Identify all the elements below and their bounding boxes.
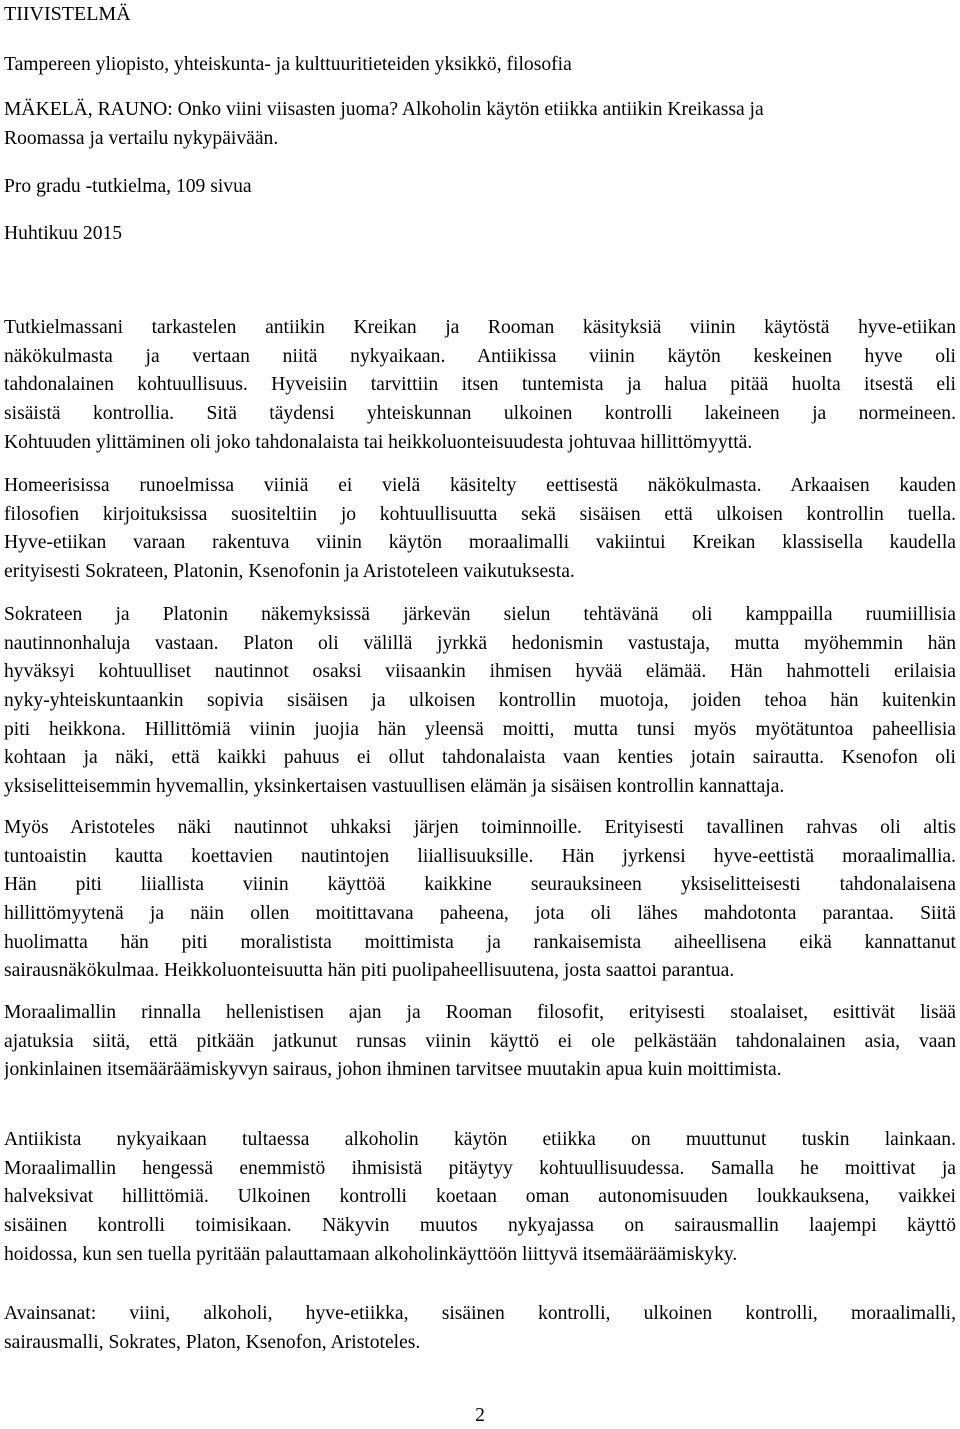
paragraph-line: yksiselitteisemmin hyvemallin, yksinkertaisen vastuullisen elämän ja sisäisen kontrollin kannattaja. xyxy=(4,776,785,798)
paragraph-line: sisäinen kontrolli toimisikaan. Näkyvin muutos nykyajassa on sairausmallin laajempi käyttö xyxy=(4,1215,956,1237)
paragraph-line: nyky-yhteiskuntaankin sopivia sisäisen ja ulkoisen kontrollin muotoja, joiden tehoa hän kuitenkin xyxy=(4,690,956,712)
paragraph-line: Myös Aristoteles näki nautinnot uhkaksi järjen toiminnoille. Erityisesti tavallinen rahvas oli altis xyxy=(4,817,956,838)
abstract-heading: TIIVISTELMÄ xyxy=(4,3,131,25)
paragraph-line: jonkinlainen itsemääräämiskyvyn sairaus, johon ihminen tarvitsee muutakin apua kuin moittimista. xyxy=(4,1059,782,1081)
university-line: Tampereen yliopisto, yhteiskunta- ja kulttuuritieteiden yksikkö, filosofia xyxy=(4,54,572,75)
keywords-paragraph xyxy=(4,1300,956,1357)
paragraph-6 xyxy=(4,1126,956,1269)
thesis-title-line-1: MÄKELÄ, RAUNO: Onko viini viisasten juoma? Alkoholin käytön etiikka antiikin Kreikassa ja xyxy=(4,99,764,120)
thesis-type-line: Pro gradu -tutkielma, 109 sivua xyxy=(4,176,252,197)
paragraph-line: hoidossa, kun sen tuella pyritään palauttamaan alkoholinkäyttöön liittyvä itsemääräämiskyky. xyxy=(4,1243,738,1265)
paragraph-line: Avainsanat: viini, alkoholi, hyve-etiikka, sisäinen kontrolli, ulkoinen kontrolli, moraalimalli, xyxy=(4,1303,956,1324)
paragraph-line: Sokrateen ja Platonin näkemyksissä järkevän sielun tehtävänä oli kamppailla ruumiillisia xyxy=(4,604,956,625)
paragraph-3 xyxy=(4,601,956,802)
paragraph-line: hyväksyi kohtuulliset nautinnot osaksi viisaankin ihmisen hyvää elämää. Hän hahmotteli erilaisia xyxy=(4,661,956,683)
paragraph-1 xyxy=(4,314,956,457)
paragraph-line: filosofien kirjoituksissa suositeltiin jo kohtuullisuutta sekä sisäisen että ulkoisen kontrollin tuella. xyxy=(4,503,956,525)
paragraph-line: Hän piti liiallista viinin käyttöä kaikkine seurauksineen yksiselitteisesti tahdonalaisena xyxy=(4,874,956,896)
paragraph-line: sairausmalli, Sokrates, Platon, Ksenofon, Aristoteles. xyxy=(4,1331,421,1353)
paragraph-line: Hyve-etiikan varaan rakentuva viinin käytön moraalimalli vakiintui Kreikan klassisella kaudella xyxy=(4,532,956,554)
paragraph-line: sisäistä kontrollia. Sitä täydensi yhteiskunnan ulkoinen kontrolli lakeineen ja normeineen. xyxy=(4,403,956,425)
paragraph-5 xyxy=(4,999,956,1085)
paragraph-4 xyxy=(4,814,956,986)
paragraph-line: tahdonalainen kohtuullisuus. Hyveisiin tarvittiin itsen tuntemista ja halua pitää huolta itsestä eli xyxy=(4,374,956,396)
paragraph-line: sairausnäkökulmaa. Heikkoluonteisuutta hän piti puolipaheellisuutena, josta saattoi parantua. xyxy=(4,960,735,982)
page-number: 2 xyxy=(475,1405,485,1426)
paragraph-line: kohtaan ja näki, että kaikki pahuus ei ollut tahdonalaista vaan kenties jotain sairautta. Ksenofon oli xyxy=(4,747,956,769)
thesis-title-line-2: Roomassa ja vertailu nykypäivään. xyxy=(4,128,279,149)
paragraph-line: Antiikista nykyaikaan tultaessa alkoholin käytön etiikka on muuttunut tuskin lainkaan. xyxy=(4,1129,956,1150)
paragraph-line: Moraalimallin rinnalla hellenistisen ajan ja Rooman filosofit, erityisesti stoalaiset, esittivät lisää xyxy=(4,1002,956,1023)
paragraph-line: Kohtuuden ylittäminen oli joko tahdonalaista tai heikkoluonteisuudesta johtuvaa hillittömyyttä. xyxy=(4,431,753,453)
paragraph-line: tuntoaistin kautta koettavien nautintojen liiallisuuksille. Hän jyrkensi hyve-eettistä moraalimallia. xyxy=(4,845,956,867)
paragraph-line: halveksivat hillittömiä. Ulkoinen kontrolli koetaan oman autonomisuuden loukkauksena, vaikkei xyxy=(4,1186,956,1208)
paragraph-line: Tutkielmassani tarkastelen antiikin Kreikan ja Rooman käsityksiä viinin käytöstä hyve-etiikan xyxy=(4,317,956,338)
paragraph-line: hillittömyytenä ja näin ollen moitittavana paheena, jota oli lähes mahdotonta parantaa. Siitä xyxy=(4,903,956,925)
paragraph-line: nautinnonhaluja vastaan. Platon oli välillä jyrkkä hedonismin vastustaja, mutta myöhemmin hän xyxy=(4,632,956,654)
paragraph-line: Moraalimallin hengessä enemmistö ihmisistä pitäytyy kohtuullisuudessa. Samalla he moittivat ja xyxy=(4,1157,956,1179)
paragraph-line: Homeerisissa runoelmissa viiniä ei vielä käsitelty eettisestä näkökulmasta. Arkaaisen kauden xyxy=(4,475,956,496)
paragraph-2 xyxy=(4,472,956,587)
paragraph-line: erityisesti Sokrateen, Platonin, Ksenofonin ja Aristoteleen vaikutuksesta. xyxy=(4,561,575,583)
paragraph-line: näkökulmasta ja vertaan niitä nykyaikaan. Antiikissa viinin käytön keskeinen hyve oli xyxy=(4,345,956,367)
paragraph-line: huolimatta hän piti moralistista moittimista ja rankaisemista aiheellisena eikä kannattanut xyxy=(4,931,956,953)
paragraph-line: piti heikkona. Hillittömiä viinin juojia hän yleensä moitti, mutta tunsi myös myötätuntoa paheellisia xyxy=(4,718,956,740)
paragraph-line: ajatuksia siitä, että pitkään jatkunut runsas viinin käyttö ei ole pelkästään tahdonalainen asia, vaan xyxy=(4,1030,956,1052)
thesis-date: Huhtikuu 2015 xyxy=(4,223,123,244)
